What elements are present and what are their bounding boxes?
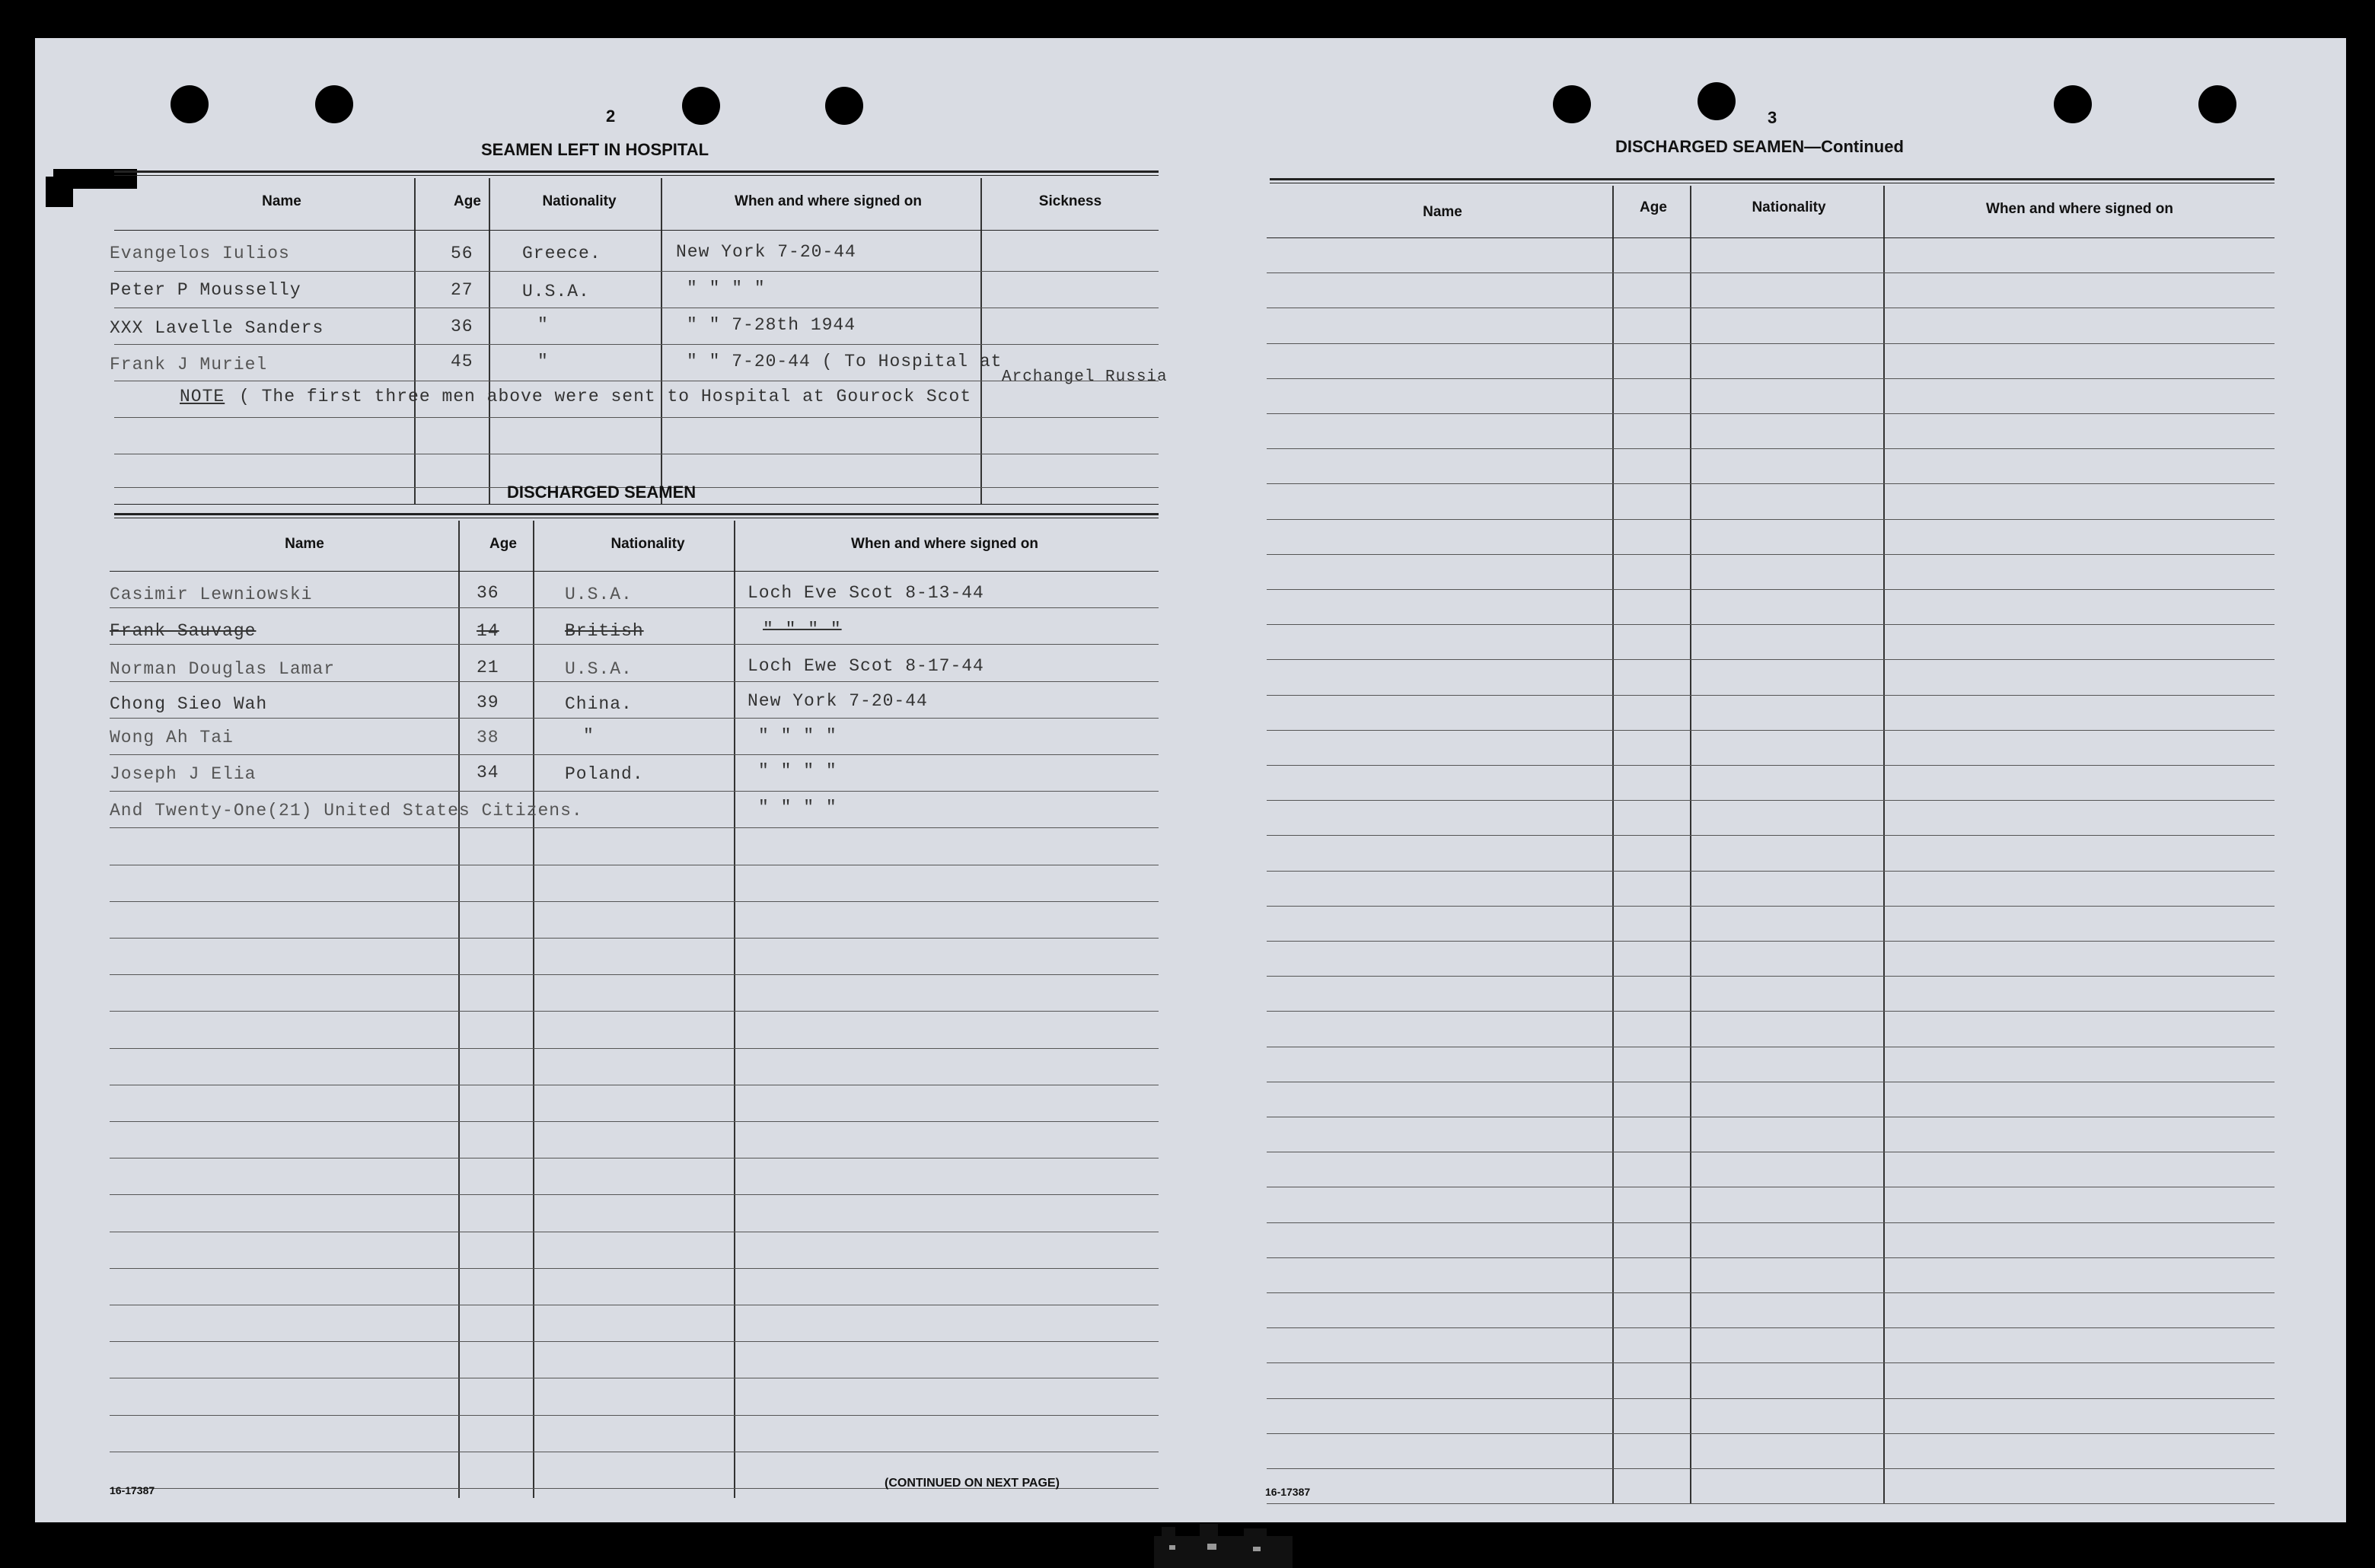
cell-name: Joseph J Elia	[110, 764, 257, 784]
row-rule	[1267, 800, 2275, 801]
cell-name: Evangelos Iulios	[110, 244, 290, 263]
cell-signed-on: " " 7-28th 1944	[687, 315, 856, 335]
row-rule	[110, 827, 1159, 828]
cell-nationality: China.	[565, 694, 633, 714]
row-rule	[1267, 272, 2275, 273]
cell-age: 34	[477, 763, 499, 782]
right-section-title: DISCHARGED SEAMEN—Continued	[1615, 137, 1904, 156]
row-rule	[1267, 1292, 2275, 1293]
cell-signed-on: Loch Ewe Scot 8-17-44	[748, 656, 984, 676]
row-rule	[1267, 1011, 2275, 1012]
row-rule	[1267, 1327, 2275, 1328]
col-header-signed-on: When and where signed on	[851, 536, 1038, 552]
col-header-signed-on: When and where signed on	[735, 193, 922, 209]
header-rule	[114, 513, 1159, 515]
cell-age: 45	[451, 352, 473, 371]
row-rule	[110, 718, 1159, 719]
header-rule	[114, 171, 1159, 173]
cell-age: 38	[477, 728, 499, 747]
row-rule	[1267, 695, 2275, 696]
cell-signed-on: " " " "	[758, 798, 837, 817]
continued-note: (CONTINUED ON NEXT PAGE)	[885, 1477, 1060, 1490]
column-divider	[489, 178, 490, 504]
row-rule	[110, 1048, 1159, 1049]
column-divider	[980, 178, 982, 504]
col-header-age: Age	[489, 536, 517, 552]
row-rule	[1267, 906, 2275, 907]
row-rule	[110, 974, 1159, 975]
col-header-age: Age	[454, 193, 481, 209]
cell-signed-on: " " " "	[687, 279, 766, 298]
cell-nationality: "	[583, 726, 595, 746]
row-rule	[110, 1341, 1159, 1342]
cell-nationality: U.S.A.	[565, 585, 633, 604]
row-rule	[1267, 659, 2275, 660]
cell-age: 36	[477, 583, 499, 603]
row-rule	[114, 504, 1159, 505]
row-rule	[110, 1194, 1159, 1195]
binding-stamp	[1154, 1522, 1293, 1568]
hospital-section-title: SEAMEN LEFT IN HOSPITAL	[481, 140, 709, 159]
row-rule	[110, 791, 1159, 792]
cell-name: Frank J Muriel	[110, 355, 268, 374]
cell-name: Norman Douglas Lamar	[110, 659, 336, 679]
form-number: 16-17387	[110, 1484, 155, 1496]
row-rule	[1267, 1468, 2275, 1469]
page-number: 2	[606, 107, 616, 126]
col-header-name: Name	[1423, 204, 1462, 220]
col-header-nationality: Nationality	[542, 193, 617, 209]
row-rule	[114, 417, 1159, 418]
cell-nationality: U.S.A.	[565, 659, 633, 679]
cell-signed-on: " " " "	[758, 761, 837, 781]
column-divider	[414, 178, 416, 504]
col-header-signed-on: When and where signed on	[1986, 201, 2173, 217]
cell-signed-on: New York 7-20-44	[676, 242, 856, 262]
row-rule	[1267, 448, 2275, 449]
row-rule	[1267, 343, 2275, 344]
col-header-nationality: Nationality	[1752, 199, 1826, 215]
cell-name: Peter P Mousselly	[110, 280, 301, 300]
col-header-name: Name	[262, 193, 301, 209]
cell-name: XXX Lavelle Sanders	[110, 318, 324, 338]
cell-signed-on: New York 7-20-44	[748, 691, 928, 711]
col-header-sickness: Sickness	[1038, 193, 1102, 209]
row-rule	[1267, 1503, 2275, 1504]
cell-signed-on: Loch Eve Scot 8-13-44	[748, 583, 984, 603]
row-rule	[1267, 941, 2275, 942]
cell-nationality: U.S.A.	[522, 282, 590, 301]
column-divider	[1690, 186, 1691, 1504]
note-text: ( The first three men above were sent to Hospital at Gourock Scot	[239, 387, 972, 406]
row-rule	[110, 1121, 1159, 1122]
document-sheet	[35, 38, 2346, 1522]
row-rule	[1267, 1362, 2275, 1363]
row-rule	[110, 607, 1159, 608]
left-page	[35, 38, 1177, 1522]
cell-age: 36	[451, 317, 473, 336]
row-rule	[114, 344, 1159, 345]
cell-age: 27	[451, 280, 473, 300]
column-divider	[458, 521, 460, 1498]
row-rule	[110, 681, 1159, 682]
row-rule	[110, 901, 1159, 902]
row-rule	[110, 1415, 1159, 1416]
cell-nationality: Poland.	[565, 764, 644, 784]
cell-signed-on: " " 7-20-44 ( To Hospital at	[687, 352, 1003, 371]
cell-name: And Twenty-One(21) United States Citizens.	[110, 801, 583, 821]
row-rule	[110, 754, 1159, 755]
col-header-age: Age	[1640, 199, 1667, 215]
header-rule	[114, 175, 1159, 176]
row-rule	[114, 271, 1159, 272]
cell-name: Frank Sauvage	[110, 621, 257, 641]
right-page	[1177, 38, 2346, 1522]
cell-age: 21	[477, 658, 499, 677]
cell-name: Wong Ah Tai	[110, 728, 234, 747]
column-divider	[1883, 186, 1885, 1504]
row-rule	[1267, 483, 2275, 484]
row-rule	[1267, 765, 2275, 766]
row-rule	[110, 644, 1159, 645]
row-rule	[1267, 413, 2275, 414]
cell-age: 14	[477, 621, 499, 641]
row-rule	[1267, 1398, 2275, 1399]
row-rule	[1267, 589, 2275, 590]
row-rule	[1267, 237, 2275, 238]
row-rule	[1267, 1433, 2275, 1434]
cell-signed-on: " " " "	[758, 726, 837, 746]
header-rule	[1270, 178, 2275, 180]
column-divider	[533, 521, 534, 1498]
cell-age: 39	[477, 693, 499, 712]
row-rule	[1267, 1222, 2275, 1223]
row-rule	[110, 1268, 1159, 1269]
row-rule	[1267, 519, 2275, 520]
column-divider	[661, 178, 662, 504]
row-rule	[1267, 378, 2275, 379]
cell-signed-on: " " " "	[763, 620, 842, 639]
row-rule	[110, 938, 1159, 939]
column-divider	[1612, 186, 1614, 1504]
row-rule	[114, 230, 1159, 231]
cell-name: Casimir Lewniowski	[110, 585, 313, 604]
row-rule	[1267, 871, 2275, 872]
note-label: NOTE	[180, 387, 225, 406]
row-rule	[1267, 624, 2275, 625]
row-rule	[1267, 554, 2275, 555]
row-rule	[1267, 835, 2275, 836]
row-rule	[1267, 1257, 2275, 1258]
col-header-name: Name	[285, 536, 324, 552]
cell-nationality: Greece.	[522, 244, 601, 263]
hospital-continuation: Archangel Russia	[1002, 368, 1168, 386]
row-rule	[1267, 730, 2275, 731]
cell-nationality: "	[537, 315, 549, 335]
row-rule	[1267, 976, 2275, 977]
col-header-nationality: Nationality	[610, 536, 685, 552]
cell-age: 56	[451, 244, 473, 263]
cell-name: Chong Sieo Wah	[110, 694, 268, 714]
row-rule	[110, 571, 1159, 572]
cell-nationality: "	[537, 352, 549, 371]
form-number: 16-17387	[1265, 1486, 1311, 1498]
page-number: 3	[1768, 108, 1777, 127]
discharged-section-title: DISCHARGED SEAMEN	[507, 483, 697, 502]
column-divider	[734, 521, 735, 1498]
cell-nationality: British	[565, 621, 644, 641]
row-rule	[110, 1011, 1159, 1012]
